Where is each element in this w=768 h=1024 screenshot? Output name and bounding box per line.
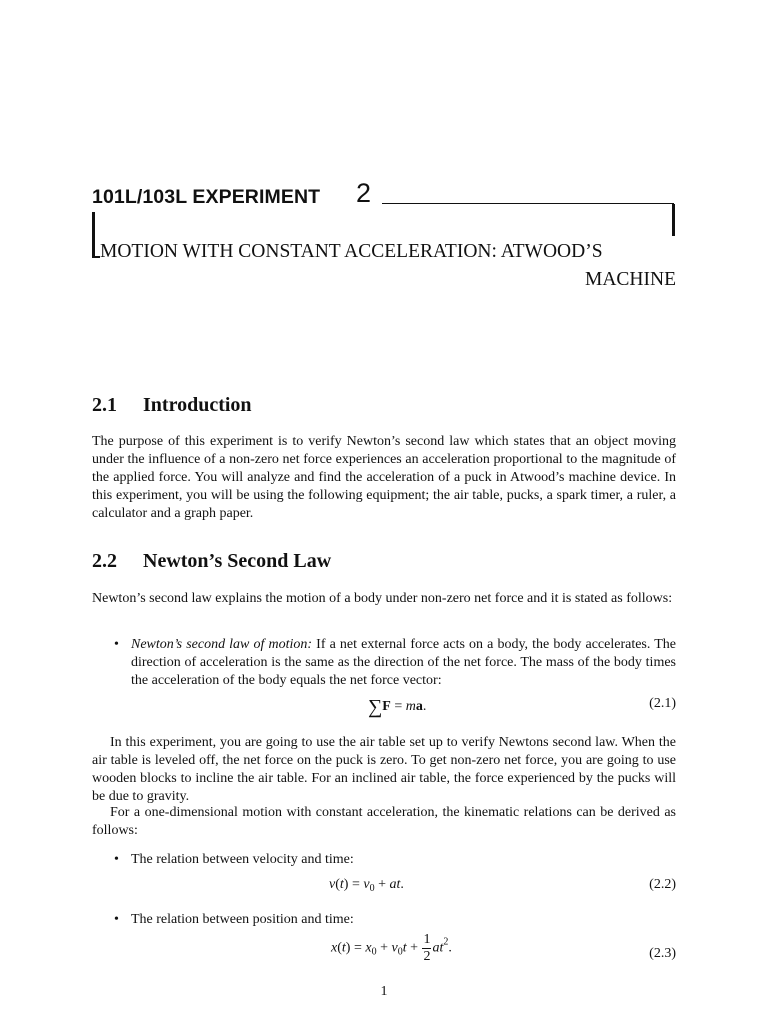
bullet-lead: Newton’s second law of motion:	[131, 637, 313, 652]
bullet-body: If a net external force acts on a body, the body accelerates. The direction of acceleration is the same as the direction of the net force. The mass of the body times the acceleration of the body equals the net force vector:	[131, 637, 676, 688]
chapter-rule	[382, 203, 674, 204]
air-table-paragraph: In this experiment, you are going to use the air table set up to verify Newtons second law. When the air table is leveled off, the net force on the puck is zero. To get non-zero net force, you are going to use wooden blocks to incline the air table. For an inclined air table, the force experienced by the pucks will be due to gravity.	[92, 735, 676, 804]
equation-tag: (2.2)	[649, 877, 676, 892]
section-title: Introduction	[143, 394, 252, 416]
equation-body: $v(t) = v_0$ + at.	[329, 877, 404, 894]
page-number: 1	[380, 984, 388, 999]
intro-paragraph: The purpose of this experiment is to verify Newton’s second law which states that an object moving under the influence of a non-zero net force experiences an acceleration proportional to the magnitude of the applied force. You will analyze and find the acceleration of a puck in Atwood’s machine device. In this experiment, you will be using the following equipment; the air table, pucks, a spark timer, a ruler, a calculator and a graph paper.	[92, 434, 676, 521]
equation-body: ∑F = ma.	[368, 696, 427, 718]
bullet-text: The relation between velocity and time:	[131, 852, 354, 867]
equation-2-3	[92, 932, 676, 976]
title-bracket-left	[92, 212, 95, 258]
bullet-text: The relation between position and time:	[131, 912, 354, 927]
bullet-dot: •	[114, 912, 119, 927]
section-title: Newton’s Second Law	[143, 550, 332, 572]
section-heading-introduction	[92, 394, 252, 417]
title-bracket-right	[672, 204, 675, 236]
bullet-velocity	[114, 851, 676, 869]
bullet-text	[131, 636, 676, 690]
chapter-number: 2	[356, 178, 372, 208]
equation-tag: (2.1)	[649, 696, 676, 711]
equation-2-1	[92, 696, 676, 720]
law-intro-paragraph: Newton’s second law explains the motion of a body under non-zero net force and it is stated as follows:	[92, 591, 673, 606]
section-number: 2.1	[92, 394, 117, 416]
bullet-dot: •	[114, 637, 119, 652]
title-bracket-left-foot	[92, 256, 100, 258]
equation-tag: (2.3)	[649, 946, 676, 961]
equation-2-2	[92, 877, 676, 901]
chapter-label: 101L/103L EXPERIMENT	[92, 186, 321, 208]
section-heading-newtons-second-law	[92, 550, 331, 573]
section-number: 2.2	[92, 550, 117, 572]
equation-body: $x(t) = x_0 + v_0t$ + $\frac{1}{2}$ $at^2$.	[331, 932, 452, 964]
kinematics-paragraph: For a one-dimensional motion with constant acceleration, the kinematic relations can be derived as follows:	[92, 805, 676, 838]
bullet-dot: •	[114, 852, 119, 867]
bullet-newtons-law	[114, 636, 676, 690]
chapter-title	[100, 238, 676, 294]
chapter-heading	[92, 178, 676, 212]
chapter-title-line2: MACHINE	[585, 269, 676, 290]
bullet-position	[114, 911, 676, 929]
chapter-title-line1: MOTION WITH CONSTANT ACCELERATION: ATWOOD’S	[100, 241, 603, 262]
